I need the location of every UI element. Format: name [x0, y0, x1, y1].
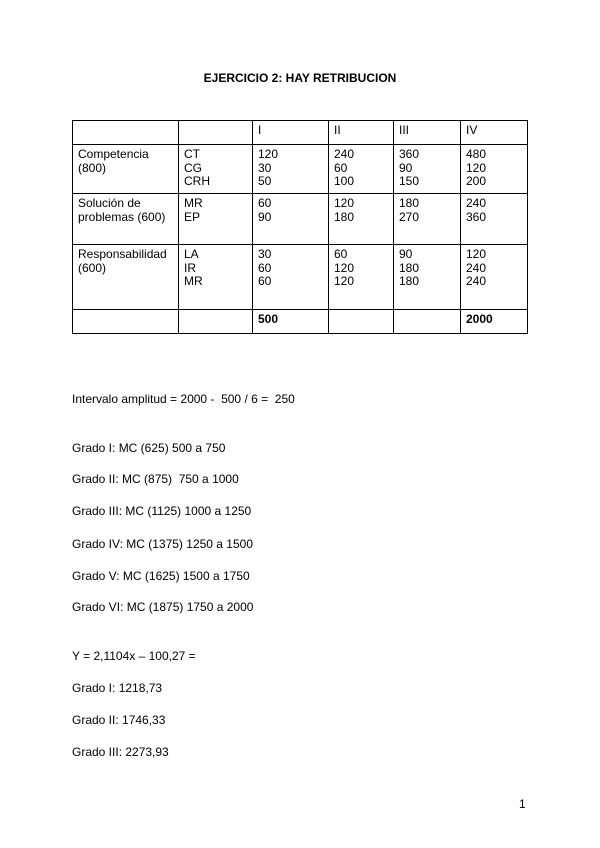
total-cell: 500	[253, 310, 329, 334]
grade-i-cell	[253, 245, 329, 310]
value-line: 120	[334, 274, 355, 288]
table-header-cell: I	[253, 121, 329, 145]
value-line: 180	[399, 260, 420, 275]
value-line: 120	[466, 160, 487, 175]
value-line: 240	[466, 260, 487, 275]
code-line: EP	[184, 209, 201, 224]
value-line: 270	[399, 209, 420, 224]
value-line: 60	[258, 274, 272, 288]
regression-equation-text: Y = 2,1104x – 100,27 =	[72, 649, 196, 663]
factor-line: Responsabilidad	[78, 247, 167, 261]
value-line: 100	[334, 174, 355, 188]
code-line: LA	[184, 247, 199, 261]
codes-cell	[179, 245, 253, 310]
grade-iii-cell	[394, 245, 461, 310]
value-line: 360	[466, 209, 487, 224]
grade-iii-cell	[394, 145, 461, 194]
factor-cell	[73, 245, 179, 310]
code-line: CRH	[184, 174, 210, 188]
total-cell	[394, 310, 461, 334]
table-header-cell: IV	[461, 121, 528, 145]
grade-result-line: Grado I: 1218,73	[72, 681, 163, 695]
table-header-row	[73, 121, 528, 145]
grade-interval-line: Grado IV: MC (1375) 1250 a 1500	[72, 537, 253, 551]
factor-line: Solución de	[78, 196, 141, 210]
grade-ii-cell	[329, 145, 394, 194]
grade-interval-line: Grado III: MC (1125) 1000 a 1250	[72, 504, 252, 518]
value-line: 120	[334, 260, 355, 275]
table-row	[73, 194, 528, 245]
value-line: 180	[399, 274, 420, 288]
value-line: 480	[466, 147, 487, 161]
value-line: 90	[258, 209, 272, 224]
grade-i-cell	[253, 145, 329, 194]
value-line: 60	[334, 247, 348, 261]
grade-i-cell	[253, 194, 329, 245]
code-line: MR	[184, 274, 203, 288]
value-line: 30	[258, 160, 272, 175]
value-line: 50	[258, 174, 272, 188]
grade-ii-cell	[329, 245, 394, 310]
value-line: 30	[258, 247, 272, 261]
table-header-cell	[73, 121, 179, 145]
grade-iv-cell	[461, 145, 528, 194]
total-cell	[329, 310, 394, 334]
code-line: IR	[184, 260, 196, 275]
value-line: 180	[399, 196, 420, 210]
evaluation-table	[72, 120, 528, 334]
interval-amplitude-text: Intervalo amplitud = 2000 - 500 / 6 = 250	[72, 392, 295, 406]
value-line: 150	[399, 174, 420, 188]
code-line: MR	[184, 196, 203, 210]
value-line: 240	[334, 147, 355, 161]
value-line: 240	[466, 274, 487, 288]
value-line: 120	[466, 247, 487, 261]
table-header-cell: II	[329, 121, 394, 145]
page-number: 1	[519, 797, 526, 811]
value-line: 60	[258, 196, 272, 210]
total-cell	[179, 310, 253, 334]
grade-ii-cell	[329, 194, 394, 245]
code-line: CG	[184, 160, 202, 175]
value-line: 120	[258, 147, 279, 161]
value-line: 200	[466, 174, 487, 188]
grade-result-line: Grado II: 1746,33	[72, 713, 166, 727]
value-line: 360	[399, 147, 420, 161]
total-cell	[73, 310, 179, 334]
factor-line: (600)	[78, 260, 107, 275]
table-header-cell: III	[394, 121, 461, 145]
value-line: 60	[334, 160, 348, 175]
codes-cell	[179, 194, 253, 245]
grade-interval-line: Grado I: MC (625) 500 a 750	[72, 441, 226, 455]
factor-cell	[73, 145, 179, 194]
value-line: 240	[466, 196, 487, 210]
value-line: 90	[399, 160, 413, 175]
table-total-row	[73, 310, 528, 334]
total-cell: 2000	[461, 310, 528, 334]
value-line: 180	[334, 209, 355, 224]
code-line: CT	[184, 147, 200, 161]
factor-line: problemas (600)	[78, 209, 166, 224]
factor-cell	[73, 194, 179, 245]
grade-result-line: Grado III: 2273,93	[72, 745, 169, 759]
table-header-cell	[179, 121, 253, 145]
document-title: EJERCICIO 2: HAY RETRIBUCION	[203, 71, 397, 85]
factor-line: Competencia	[78, 147, 149, 161]
codes-cell	[179, 145, 253, 194]
grade-interval-line: Grado VI: MC (1875) 1750 a 2000	[72, 600, 254, 614]
table-row	[73, 245, 528, 310]
value-line: 60	[258, 260, 272, 275]
grade-iii-cell	[394, 194, 461, 245]
grade-interval-line: Grado II: MC (875) 750 a 1000	[72, 472, 239, 486]
value-line: 120	[334, 196, 355, 210]
value-line: 90	[399, 247, 413, 261]
table-row	[73, 145, 528, 194]
factor-line: (800)	[78, 160, 107, 175]
grade-iv-cell	[461, 245, 528, 310]
grade-interval-line: Grado V: MC (1625) 1500 a 1750	[72, 569, 250, 583]
grade-iv-cell	[461, 194, 528, 245]
